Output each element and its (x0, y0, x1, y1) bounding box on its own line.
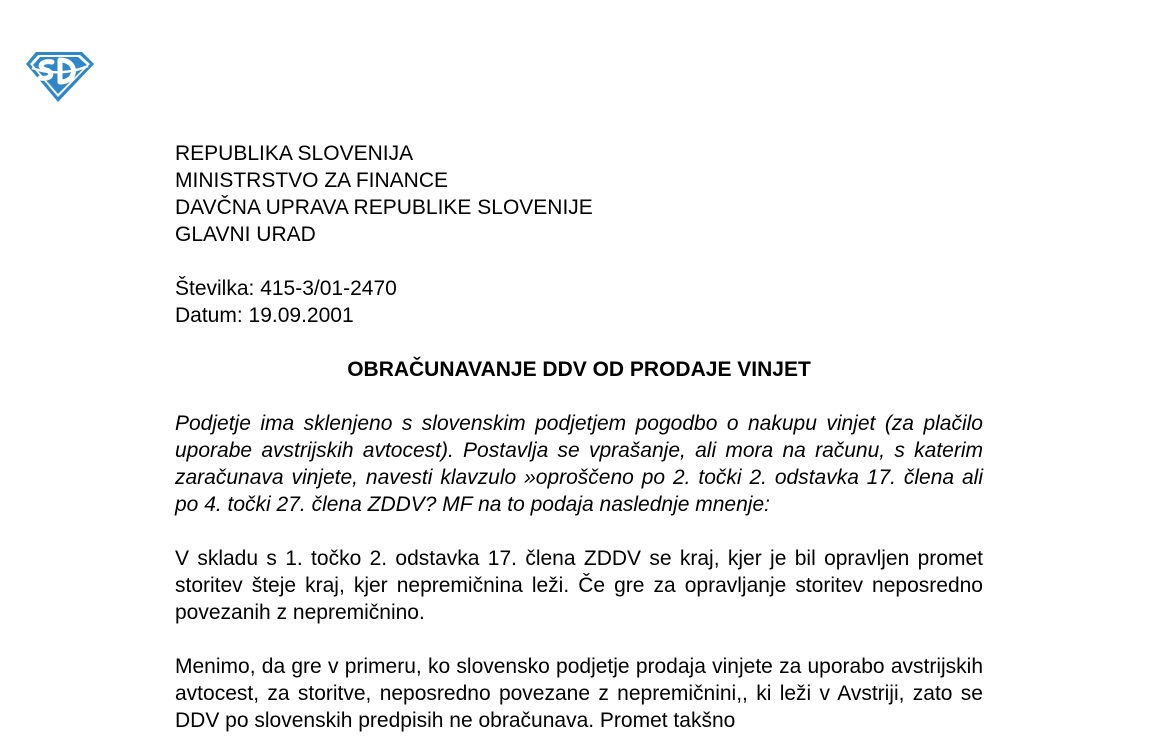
body-paragraph-2: Menimo, da gre v primeru, ko slovensko podjetje prodaja vinjete za uporabo avstrijskih avtocest, za storitve, neposredno povezane z nepremičnini,, ki leži v Avstriji, zato se DDV po slovenskih predpisih ne obračunava. Promet takšno (175, 655, 983, 732)
document-number: Številka: 415-3/01-2470 (175, 277, 397, 300)
header-line-republic: REPUBLIKA SLOVENIJA (175, 142, 414, 165)
document-title: OBRAČUNAVANJE DDV OD PRODAJE VINJET (347, 358, 811, 381)
body-paragraph-1: V skladu s 1. točko 2. odstavka 17. člena ZDDV se kraj, kjer je bil opravljen promet storitev šteje kraj, kjer nepremičnina leži. Če gre za opravljanje storitev neposredno povezanih z nepremičnino. (175, 547, 983, 624)
sd-logo (22, 48, 96, 104)
spacer (175, 518, 983, 545)
header-line-tax-office: DAVČNA UPRAVA REPUBLIKE SLOVENIJE (175, 196, 593, 219)
spacer (175, 626, 983, 653)
spacer (175, 248, 983, 275)
spacer (175, 383, 983, 410)
question-paragraph: Podjetje ima sklenjeno s slovenskim podjetjem pogodbo o nakupu vinjet (za plačilo uporabe avstrijskih avtocest). Postavlja se vprašanje, ali mora na računu, s katerim zaračunava vinjete, navesti klavzulo »oproščeno po 2. točki 2. odstavka 17. člena ali po 4. točki 27. člena ZDDV? MF na to podaja naslednje mnenje: (175, 412, 983, 516)
document-body (175, 140, 983, 734)
document-date: Datum: 19.09.2001 (175, 304, 354, 327)
sd-diamond-logo-icon (22, 48, 96, 104)
header-line-ministry: MINISTRSTVO ZA FINANCE (175, 169, 449, 192)
header-line-main-office: GLAVNI URAD (175, 223, 316, 246)
spacer (175, 329, 983, 356)
